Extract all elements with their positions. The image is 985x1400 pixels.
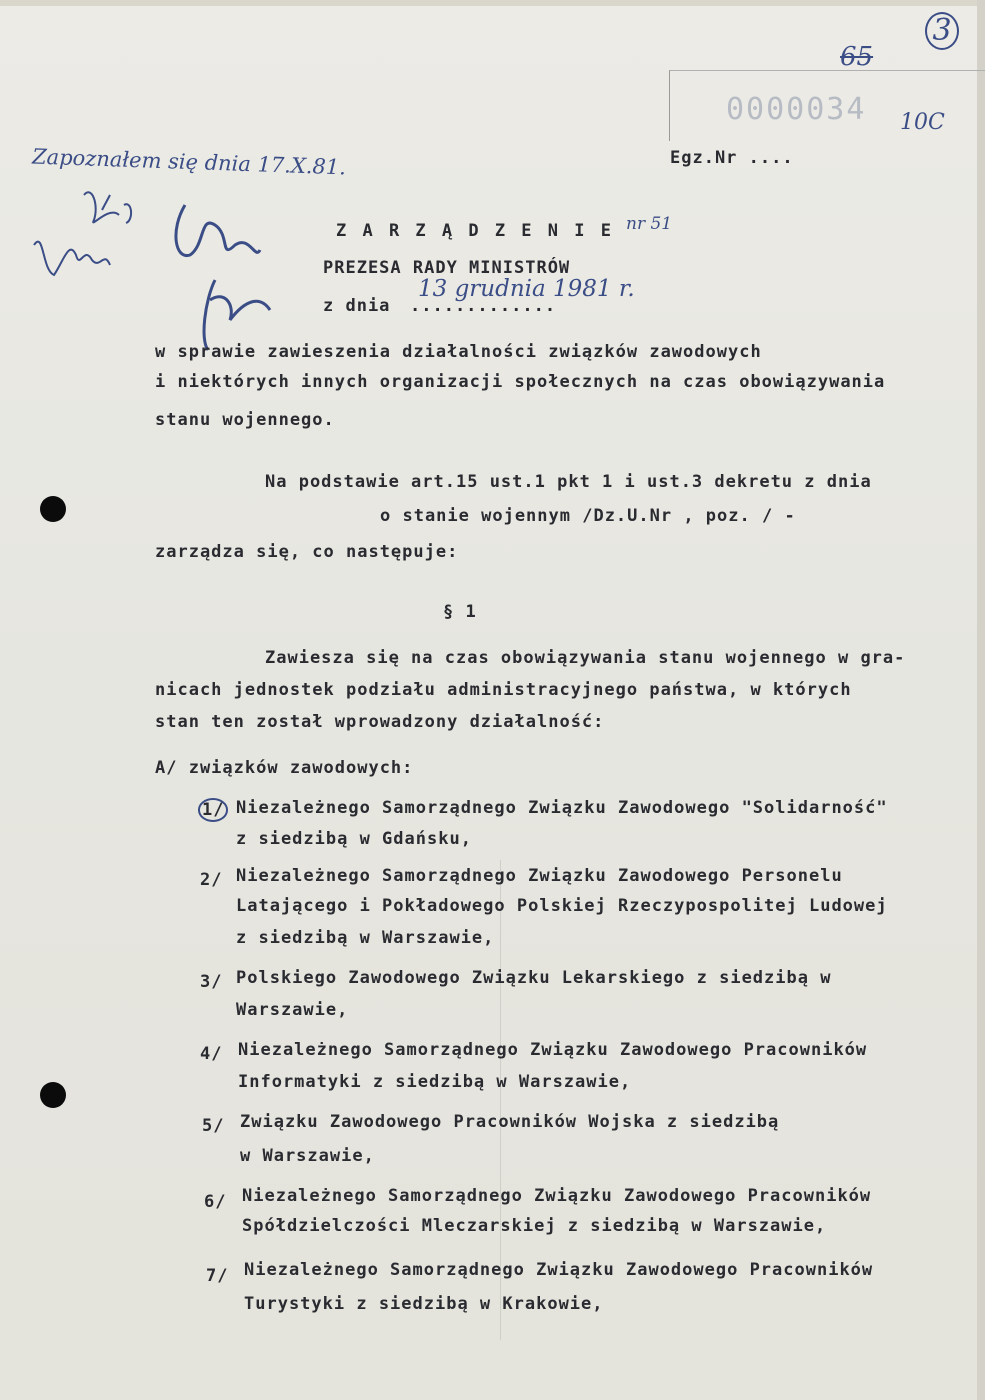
item-6-line-2: Spółdzielczości Mleczarskiej z siedzibą w Warszawie, <box>242 1216 827 1236</box>
item-5-line-1: Związku Zawodowego Pracowników Wojska z siedzibą <box>240 1112 780 1132</box>
item-3-number: 3/ <box>200 972 223 992</box>
item-4-line-1: Niezależnego Samorządnego Związku Zawodowego Pracowników <box>238 1040 868 1060</box>
handwritten-circled-number: 3 <box>925 12 959 50</box>
signature-center <box>160 190 280 360</box>
issuer-line: PREZESA RADY MINISTRÓW <box>323 258 571 278</box>
subject-line-3: stanu wojennego. <box>155 410 335 430</box>
handwritten-decree-number: nr 51 <box>626 214 673 234</box>
handwritten-number-top: 65 <box>840 42 874 72</box>
item-6-number: 6/ <box>204 1192 227 1212</box>
item-1-line-1: Niezależnego Samorządnego Związku Zawodowego "Solidarność" <box>236 798 888 818</box>
item-5-line-2: w Warszawie, <box>240 1146 375 1166</box>
item-2-number: 2/ <box>200 870 223 890</box>
subject-line-1: w sprawie zawieszenia działalności związków zawodowych <box>155 342 762 362</box>
item-7-line-2: Turystyki z siedzibą w Krakowie, <box>244 1294 604 1314</box>
item-2-line-2: Latającego i Pokładowego Polskiej Rzeczypospolitej Ludowej <box>236 896 888 916</box>
item-4-number: 4/ <box>200 1044 223 1064</box>
section-mark: § 1 <box>443 602 477 622</box>
registry-number: 0000034 <box>726 92 867 127</box>
section-intro-line-1: Zawiesza się na czas obowiązywania stanu wojennego w gra- <box>265 648 906 668</box>
page-right-edge <box>977 0 985 1400</box>
item-7-number: 7/ <box>206 1266 229 1286</box>
signature-left <box>14 175 154 305</box>
item-4-line-2: Informatyki z siedzibą w Warszawie, <box>238 1072 632 1092</box>
item-6-line-1: Niezależnego Samorządnego Związku Zawodowego Pracowników <box>242 1186 872 1206</box>
handwritten-code: 10C <box>900 110 945 135</box>
preamble-line-1: Na podstawie art.15 ust.1 pkt 1 i ust.3 dekretu z dnia <box>265 472 872 492</box>
item-7-line-1: Niezależnego Samorządnego Związku Zawodowego Pracowników <box>244 1260 874 1280</box>
subject-line-2: i niektórych innych organizacji społecznych na czas obowiązywania <box>155 372 886 392</box>
item-2-line-1: Niezależnego Samorządnego Związku Zawodowego Personelu <box>236 866 843 886</box>
handwritten-date-fill: 13 grudnia 1981 r. <box>418 276 635 302</box>
document-heading: Z A R Z Ą D Z E N I E <box>336 221 614 241</box>
item-1-number: 1/ <box>198 798 228 822</box>
section-intro-line-2: nicach jednostek podziału administracyjnego państwa, w których <box>155 680 852 700</box>
handwritten-read-note: Zapoznałem się dnia 17.X.81. <box>31 144 347 180</box>
punch-hole-bottom <box>40 1082 66 1108</box>
page-top-edge <box>0 0 985 6</box>
preamble-line-3: zarządza się, co następuje: <box>155 542 459 562</box>
list-heading: A/ związków zawodowych: <box>155 758 414 778</box>
item-3-line-1: Polskiego Zawodowego Związku Lekarskiego z siedzibą w <box>236 968 832 988</box>
date-dots: ............. <box>410 296 557 316</box>
item-1-line-2: z siedzibą w Gdańsku, <box>236 829 472 849</box>
item-5-number: 5/ <box>202 1116 225 1136</box>
copy-number: Egz.Nr .... <box>670 148 794 168</box>
item-3-line-2: Warszawie, <box>236 1000 349 1020</box>
item-2-line-3: z siedzibą w Warszawie, <box>236 928 495 948</box>
date-prefix: z dnia <box>323 296 391 316</box>
section-intro-line-3: stan ten został wprowadzony działalność: <box>155 712 605 732</box>
preamble-line-2: o stanie wojennym /Dz.U.Nr , poz. / - <box>380 506 796 526</box>
punch-hole-top <box>40 496 66 522</box>
